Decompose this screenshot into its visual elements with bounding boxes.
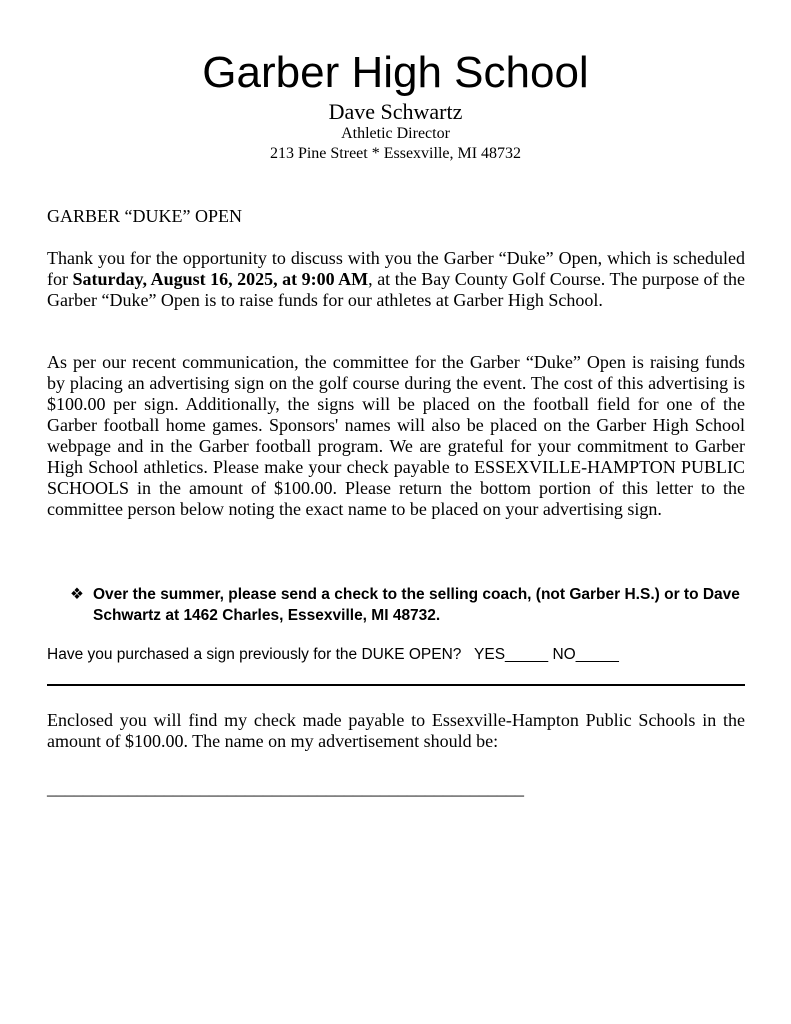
- director-title: Athletic Director: [341, 125, 450, 142]
- school-name: Garber High School: [202, 48, 589, 97]
- advertisement-name-line: _____________________________________________________: [47, 778, 524, 798]
- cut-divider: [47, 684, 745, 686]
- previous-purchase-question: Have you purchased a sign previously for the DUKE OPEN? YES_____ NO_____: [47, 646, 619, 663]
- intro-text-end: , at the Bay County Golf Course. The purpose of the Garber “Duke” Open is to raise funds for our athletes at Garber High School.: [47, 269, 745, 310]
- letterhead: [0, 48, 791, 164]
- bullet-note: [70, 584, 740, 626]
- letter-heading: GARBER “DUKE” OPEN: [47, 206, 242, 226]
- bullet-note-text: Over the summer, please send a check to the selling coach, (not Garber H.S.) or to Dave Schwartz at 1462 Charles, Essexville, MI 48732.: [93, 586, 740, 624]
- diamond-bullet-icon: ❖: [70, 586, 84, 603]
- school-address: 213 Pine Street * Essexville, MI 48732: [269, 145, 522, 162]
- details-paragraph: As per our recent communication, the committee for the Garber “Duke” Open is raising funds by placing an advertising sign on the golf course during the event. The cost of this advertising is $100.00 per sign. Additionally, the signs will be placed on the football field for one of the Garber football home games. Sponsors' names will also be placed on the Garber High School webpage and in the Garber football program. We are grateful for your commitment to Garber High School athletics. Please make your check payable to ESSEXVILLE-HAMPTON PUBLIC SCHOOLS in the amount of $100.00. Please return the bottom portion of this letter to the committee person below noting the exact name to be placed on your advertising sign.: [47, 352, 745, 519]
- event-date: Saturday, August 16, 2025, at 9:00 AM: [72, 269, 369, 289]
- director-name: Dave Schwartz: [328, 99, 463, 124]
- return-slip-text: Enclosed you will find my check made payable to Essexville-Hampton Public Schools in the amount of $100.00. The name on my advertisement should be:: [47, 710, 745, 751]
- intro-paragraph: [47, 248, 745, 311]
- intro-text-start: Thank you for the opportunity to discuss with you the Garber “Duke” Open, which is scheduled for: [47, 248, 745, 289]
